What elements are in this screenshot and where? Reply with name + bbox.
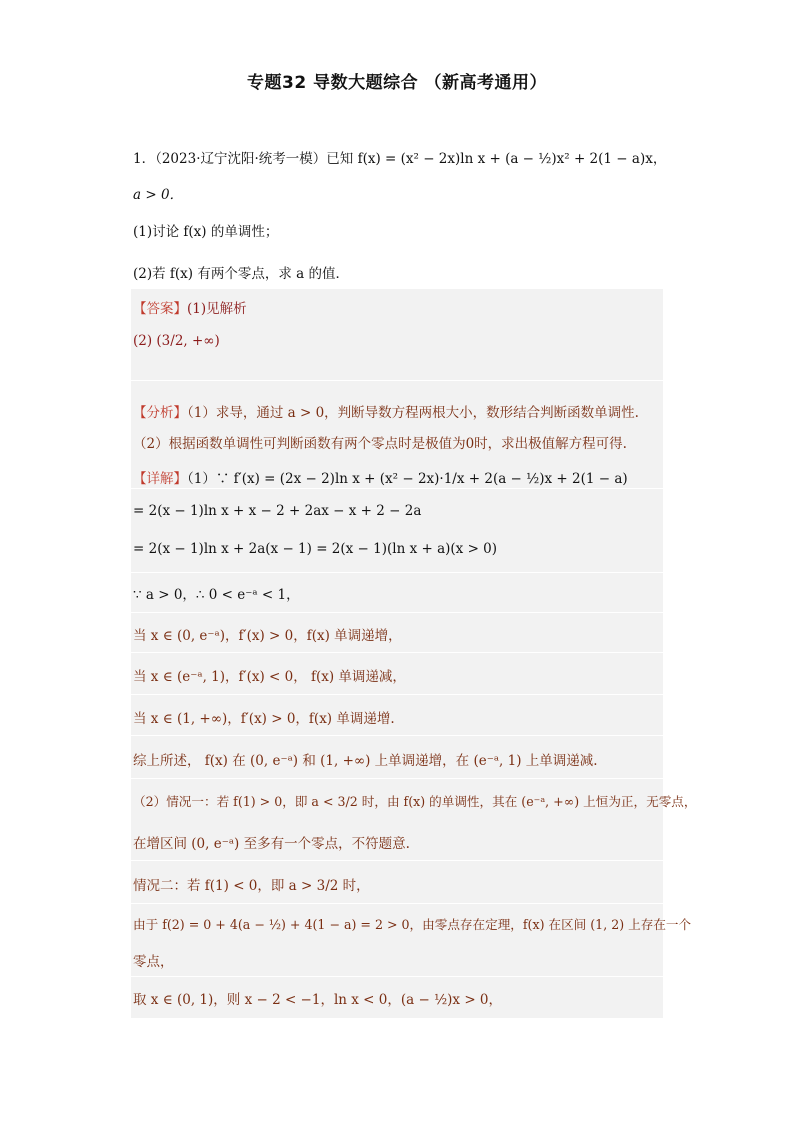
detail-text-3: = 2(x − 1)ln x + 2a(x − 1) = 2(x − 1)(ln x + a)(x > 0) — [133, 541, 498, 557]
detail-text-1: （1）∵ f′(x) = (2x − 2)ln x + (x² − 2x)·1/x + 2(a − ½)x + 2(1 − a) — [187, 471, 628, 487]
divider — [131, 735, 663, 736]
question-stem: 1．（2023·辽宁沈阳·统考一模）已知 f(x) = (x² − 2x)ln x + (a − ½)x² + 2(1 − a)x， — [133, 151, 667, 167]
analysis-text-2: （2）根据函数单调性可判断函数有两个零点时是极值为0时，求出极值解方程可得. — [133, 436, 627, 452]
detail-text-14: 取 x ∈ (0, 1)，则 x − 2 < −1，ln x < 0，(a − ½)x > 0， — [133, 992, 503, 1008]
page-title: 专题32 导数大题综合 （新高考通用） — [247, 73, 547, 93]
detail-text-12: 由于 f(2) = 0 + 4(a − ½) + 4(1 − a) = 2 > 0，由零点存在定理，f(x) 在区间 (1, 2) 上存在一个 — [133, 917, 692, 932]
detail-text-4: ∵ a > 0，∴ 0 < e⁻ᵃ < 1， — [133, 587, 300, 603]
divider — [131, 572, 663, 573]
detail-text-5: 当 x ∈ (0, e⁻ᵃ)，f′(x) > 0，f(x) 单调递增， — [133, 628, 402, 644]
detail-text-11: 情况二：若 f(1) < 0，即 a > 3/2 时， — [133, 878, 370, 894]
divider — [131, 694, 663, 695]
answer-1: (1)见解析 — [187, 301, 247, 317]
detail-text-13: 零点， — [133, 954, 174, 970]
divider — [131, 976, 663, 977]
divider — [131, 903, 663, 904]
detail-line-1 — [133, 467, 628, 487]
question-condition: a > 0． — [133, 187, 184, 203]
detail-text-8: 综上所述， f(x) 在 (0, e⁻ᵃ) 和 (1, +∞) 上单调递增，在 (e⁻ᵃ, 1) 上单调递减. — [133, 753, 598, 769]
analysis-label: 【分析】 — [133, 405, 187, 421]
answer-2: (2) (3/2, +∞) — [133, 333, 220, 349]
detail-text-9: （2）情况一：若 f(1) > 0，即 a < 3/2 时，由 f(x) 的单调性，其在 (e⁻ᵃ, +∞) 上恒为正，无零点， — [133, 794, 697, 809]
question-part-1: (1)讨论 f(x) 的单调性； — [133, 224, 279, 240]
detail-text-6: 当 x ∈ (e⁻ᵃ, 1)，f′(x) < 0， f(x) 单调递减， — [133, 669, 406, 685]
divider — [131, 380, 663, 381]
divider — [131, 612, 663, 613]
divider — [131, 860, 663, 861]
answer-label: 【答案】 — [133, 301, 187, 317]
question-part-2: (2)若 f(x) 有两个零点，求 a 的值． — [133, 266, 349, 282]
divider — [131, 778, 663, 779]
solution-panel — [131, 289, 663, 1018]
answer-line-1 — [133, 297, 247, 317]
detail-text-7: 当 x ∈ (1, +∞)，f′(x) > 0，f(x) 单调递增. — [133, 711, 395, 727]
detail-text-2: = 2(x − 1)ln x + x − 2 + 2ax − x + 2 − 2a — [133, 503, 422, 519]
divider — [131, 652, 663, 653]
analysis-text-1: （1）求导，通过 a > 0，判断导数方程两根大小，数形结合判断函数单调性. — [187, 405, 639, 421]
analysis-line-1 — [133, 401, 639, 421]
divider — [131, 488, 663, 489]
detail-label: 【详解】 — [133, 471, 187, 487]
detail-text-10: 在增区间 (0, e⁻ᵃ) 至多有一个零点，不符题意. — [133, 836, 410, 852]
